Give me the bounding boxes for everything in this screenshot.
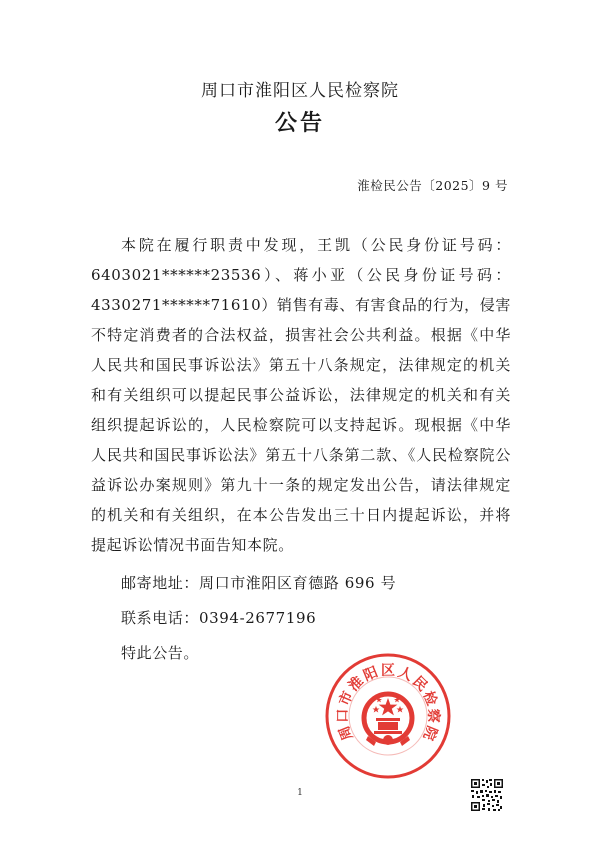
issuer-name: 周口市淮阳区人民检察院 [201,81,399,101]
closing-statement: 特此公告。 [121,644,200,662]
notice-body [91,230,511,560]
official-seal [324,652,452,780]
document-title: 公告 [274,111,325,136]
qr-code-icon[interactable] [470,778,504,812]
seal-text-ring: 周 口 市 淮 阳 区 人 民 检 察 院 [334,663,442,743]
body-paragraph: 本院在履行职责中发现，王凯（公民身份证号码：6403021******23536）、蒋小亚（公民身份证号码：4330271******71610）销售有毒、有害食品的行为，侵害不特定消费者的合法权益，损害社会公共利益。根据《中华人民共和国民事诉讼法》第五十八条规定，法律规定的机关和有关组织可以提起民事公益诉讼，法律规定的机关和有关组织提起诉讼的，人民检察院可以支持起诉。现根据《中华人民共和国民事诉讼法》第五十八条第二款、《人民检察院公益诉讼办案规则》第九十一条的规定发出公告，请法律规定的机关和有关组织，在本公告发出三十日内提起诉讼，并将提起诉讼情况书面告知本院。 [91,236,511,554]
contact-phone: 联系电话：0394-2677196 [121,609,317,627]
mailing-address: 邮寄地址：周口市淮阳区育德路 696 号 [121,574,397,592]
document-number: 淮检民公告〔2025〕9 号 [357,178,508,193]
page-number: 1 [297,788,303,798]
